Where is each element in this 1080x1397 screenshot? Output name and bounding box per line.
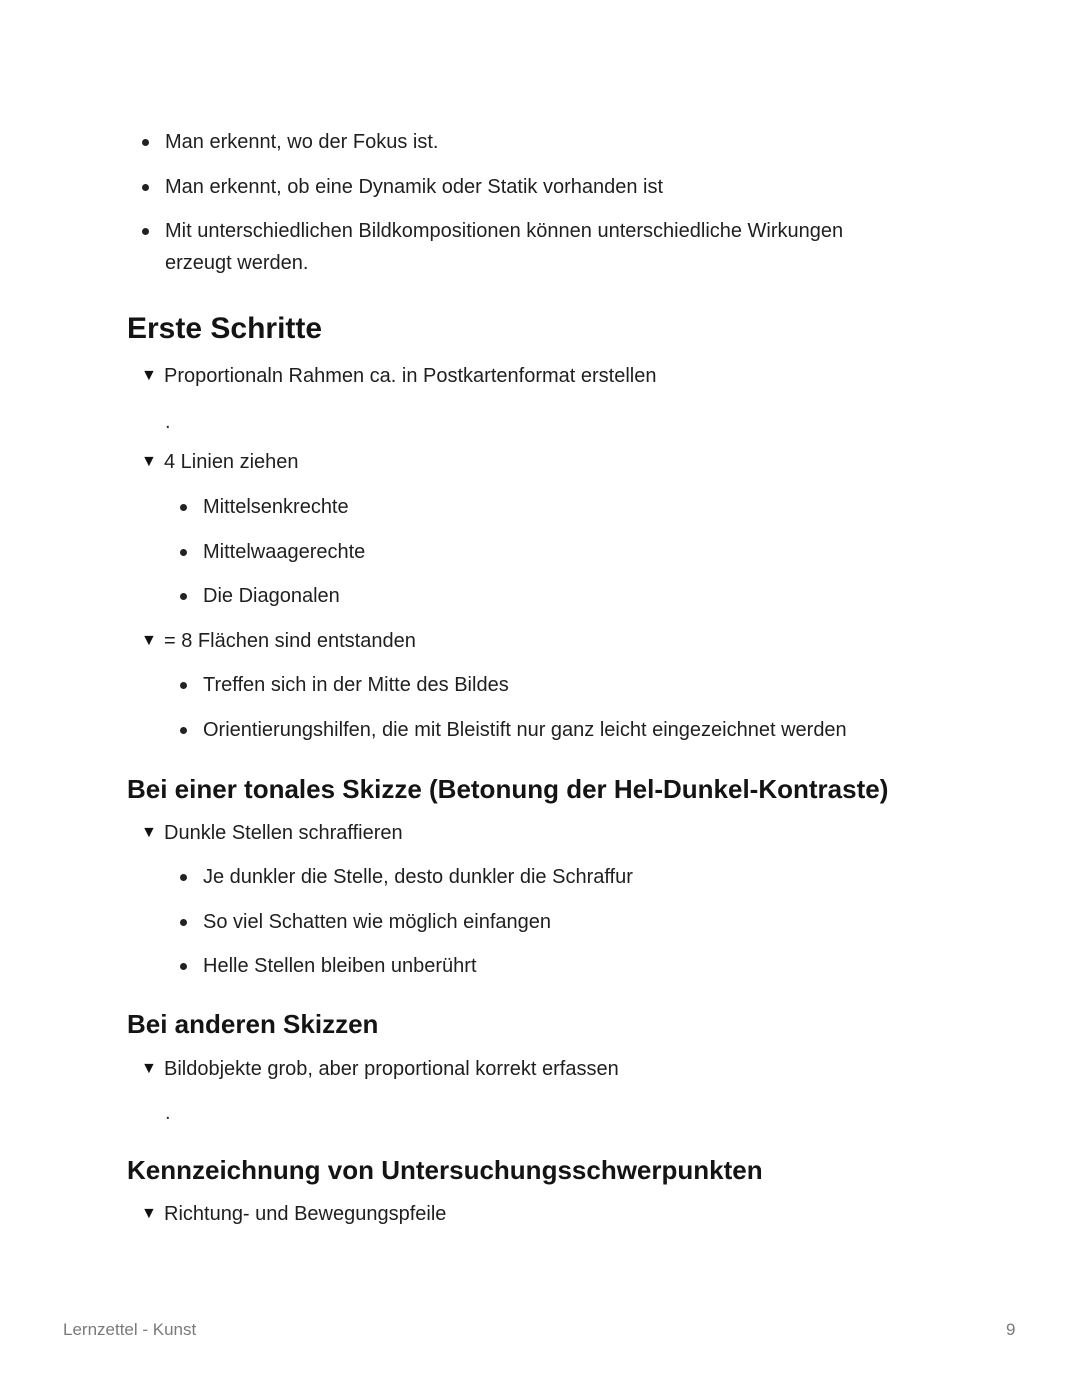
list-item: Treffen sich in der Mitte des Bildes <box>203 674 509 696</box>
bullet-icon <box>142 139 149 146</box>
section-heading: Bei anderen Skizzen <box>127 1009 379 1039</box>
list-item: Orientierungshilfen, die mit Bleistift nur ganz leicht eingezeichnet werden <box>203 719 847 741</box>
list-item: Mittelsenkrechte <box>203 496 349 518</box>
list-item: Mit unterschiedlichen Bildkompositionen können unterschiedliche Wirkungen <box>165 220 844 242</box>
list-item-continuation: erzeugt werden. <box>165 252 309 274</box>
list-item: Helle Stellen bleiben unberührt <box>203 955 477 977</box>
bullet-icon <box>180 504 187 511</box>
toggle-triangle-icon[interactable]: ▼ <box>141 632 157 649</box>
list-item: Man erkennt, wo der Fokus ist. <box>165 131 439 153</box>
bullet-icon <box>180 593 187 600</box>
bullet-icon <box>142 228 149 235</box>
list-item: Je dunkler die Stelle, desto dunkler die Schraffur <box>203 866 633 888</box>
toggle-label[interactable]: Richtung- und Bewegungspfeile <box>164 1203 447 1225</box>
bullet-icon <box>142 184 149 191</box>
list-item: Die Diagonalen <box>203 585 340 607</box>
toggle-label[interactable]: Bildobjekte grob, aber proportional korrekt erfassen <box>164 1058 619 1080</box>
bullet-icon <box>180 727 187 734</box>
toggle-label[interactable]: = 8 Flächen sind entstanden <box>164 630 416 652</box>
list-item: Mittelwaagerechte <box>203 541 366 563</box>
bullet-icon <box>180 919 187 926</box>
toggle-triangle-icon[interactable]: ▼ <box>141 453 157 470</box>
placeholder-dot: . <box>165 411 171 433</box>
toggle-label[interactable]: Dunkle Stellen schraffieren <box>164 822 403 844</box>
bullet-icon <box>180 963 187 970</box>
bullet-icon <box>180 682 187 689</box>
toggle-label[interactable]: Proportionaln Rahmen ca. in Postkartenformat erstellen <box>164 365 657 387</box>
toggle-triangle-icon[interactable]: ▼ <box>141 1060 157 1077</box>
section-heading: Kennzeichnung von Untersuchungsschwerpunkten <box>127 1155 763 1185</box>
page-number: 9 <box>1006 1320 1016 1339</box>
section-heading: Erste Schritte <box>127 312 323 345</box>
bullet-icon <box>180 874 187 881</box>
section-heading: Bei einer tonales Skizze (Betonung der Hel-Dunkel-Kontraste) <box>127 774 889 804</box>
toggle-triangle-icon[interactable]: ▼ <box>141 367 157 384</box>
toggle-label[interactable]: 4 Linien ziehen <box>164 451 299 473</box>
bullet-icon <box>180 549 187 556</box>
footer-title: Lernzettel - Kunst <box>63 1320 197 1339</box>
toggle-triangle-icon[interactable]: ▼ <box>141 824 157 841</box>
list-item: Man erkennt, ob eine Dynamik oder Statik vorhanden ist <box>165 176 664 198</box>
placeholder-dot: . <box>165 1102 171 1124</box>
toggle-triangle-icon[interactable]: ▼ <box>141 1205 157 1222</box>
list-item: So viel Schatten wie möglich einfangen <box>203 911 551 933</box>
